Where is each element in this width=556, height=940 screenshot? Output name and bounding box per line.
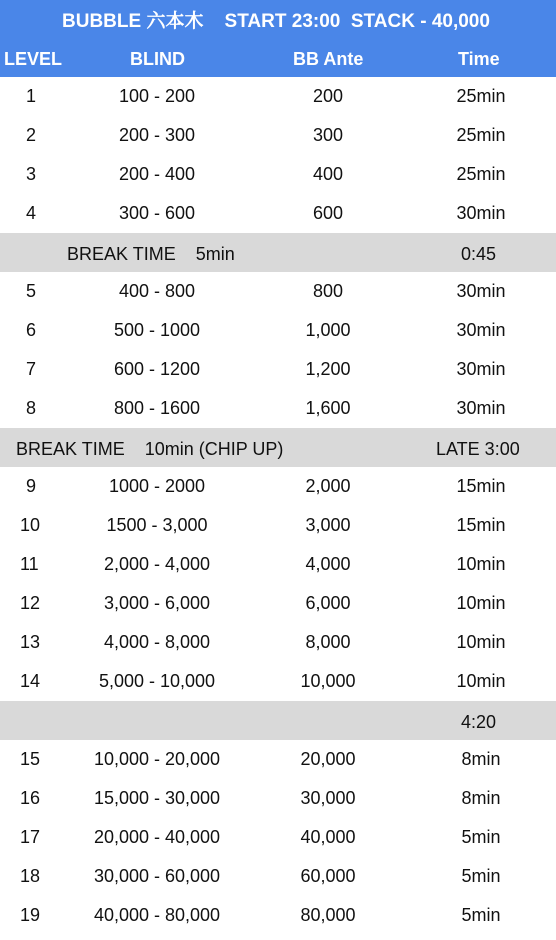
table-body [0,77,556,935]
table-row [0,857,556,896]
blind-cell: 10,000 - 20,000 [93,749,221,769]
ante-cell: 30,000 [300,788,356,808]
time-cell: 5min [461,866,501,886]
blind-cell: 3,000 - 6,000 [103,593,211,613]
ante-cell: 800 [312,281,344,301]
ante-cell: 20,000 [300,749,356,769]
level-cell: 13 [20,632,41,652]
ante-cell: 1,000 [305,320,351,340]
table-row [0,740,556,779]
ante-cell: 3,000 [305,515,351,535]
blind-cell: 200 - 300 [118,125,196,145]
break-row [0,233,556,272]
time-cell: 10min [456,632,506,652]
time-cell: 25min [456,86,506,106]
blind-cell: 200 - 400 [118,164,196,184]
time-cell: 15min [456,476,506,496]
blind-cell: 5,000 - 10,000 [98,671,216,691]
level-cell: 3 [26,164,37,184]
time-cell: 30min [456,320,506,340]
blind-cell: 600 - 1200 [113,359,201,379]
level-cell: 11 [20,554,39,574]
ante-cell: 8,000 [305,632,351,652]
ante-cell: 300 [312,125,344,145]
ante-cell: 80,000 [300,905,356,925]
table-row [0,389,556,428]
time-cell: 30min [456,203,506,223]
table-row [0,116,556,155]
level-cell: 4 [26,203,37,223]
time-cell: 15min [456,515,506,535]
time-cell: 30min [456,281,506,301]
table-row [0,467,556,506]
ante-cell: 1,200 [305,359,351,379]
level-cell: 15 [20,749,41,769]
break-label: BREAK TIME 5min [67,244,235,264]
level-cell: 16 [20,788,41,808]
table-row [0,311,556,350]
column-header-ante: BB Ante [293,49,364,69]
ante-cell: 60,000 [300,866,356,886]
break-time: 0:45 [461,244,497,264]
header [0,0,556,77]
table-row [0,896,556,935]
break-time: 4:20 [461,712,497,732]
column-header-time: Time [458,49,500,69]
ante-cell: 4,000 [305,554,351,574]
time-cell: 5min [461,827,501,847]
sheet-title: BUBBLE 六本木 START 23:00 STACK - 40,000 [62,11,490,32]
time-cell: 10min [456,593,506,613]
table-row [0,584,556,623]
level-cell: 2 [26,125,37,145]
time-cell: 25min [456,164,506,184]
level-cell: 19 [20,905,41,925]
blind-cell: 400 - 800 [118,281,196,301]
level-cell: 5 [26,281,37,301]
level-cell: 18 [20,866,41,886]
level-cell: 9 [26,476,37,496]
level-cell: 7 [26,359,37,379]
time-cell: 10min [456,554,506,574]
table-row [0,506,556,545]
level-cell: 6 [26,320,37,340]
column-header-level: LEVEL [4,49,63,69]
time-cell: 8min [461,788,501,808]
time-cell: 10min [456,671,506,691]
blind-cell: 4,000 - 8,000 [103,632,211,652]
ante-cell: 40,000 [300,827,356,847]
blind-cell: 20,000 - 40,000 [93,827,221,847]
blind-cell: 15,000 - 30,000 [93,788,221,808]
break-row [0,428,556,467]
blind-cell: 40,000 - 80,000 [93,905,221,925]
blind-cell: 2,000 - 4,000 [103,554,211,574]
level-cell: 14 [20,671,41,691]
column-header-blind: BLIND [130,49,185,69]
break-time: LATE 3:00 [436,439,520,459]
break-row [0,701,556,740]
ante-cell: 1,600 [305,398,351,418]
time-cell: 8min [461,749,501,769]
time-cell: 30min [456,359,506,379]
table-row [0,272,556,311]
ante-cell: 2,000 [305,476,351,496]
level-cell: 8 [26,398,37,418]
blind-cell: 500 - 1000 [113,320,201,340]
level-cell: 1 [26,86,37,106]
time-cell: 5min [461,905,501,925]
table-row [0,623,556,662]
ante-cell: 200 [312,86,344,106]
column-header-row [0,44,556,77]
table-row [0,545,556,584]
blind-cell: 300 - 600 [118,203,196,223]
table-row [0,194,556,233]
table-row [0,662,556,701]
ante-cell: 600 [312,203,344,223]
blind-cell: 1500 - 3,000 [106,515,208,535]
table-row [0,818,556,857]
table-row [0,77,556,116]
blind-cell: 100 - 200 [118,86,196,106]
level-cell: 17 [20,827,41,847]
level-cell: 10 [20,515,41,535]
level-cell: 12 [20,593,41,613]
blind-cell: 1000 - 2000 [108,476,206,496]
ante-cell: 10,000 [300,671,356,691]
time-cell: 30min [456,398,506,418]
ante-cell: 400 [312,164,344,184]
time-cell: 25min [456,125,506,145]
break-label: BREAK TIME 10min (CHIP UP) [16,439,284,459]
ante-cell: 6,000 [305,593,351,613]
table-row [0,779,556,818]
blind-cell: 30,000 - 60,000 [93,866,221,886]
blind-cell: 800 - 1600 [113,398,201,418]
table-row [0,155,556,194]
table-row [0,350,556,389]
